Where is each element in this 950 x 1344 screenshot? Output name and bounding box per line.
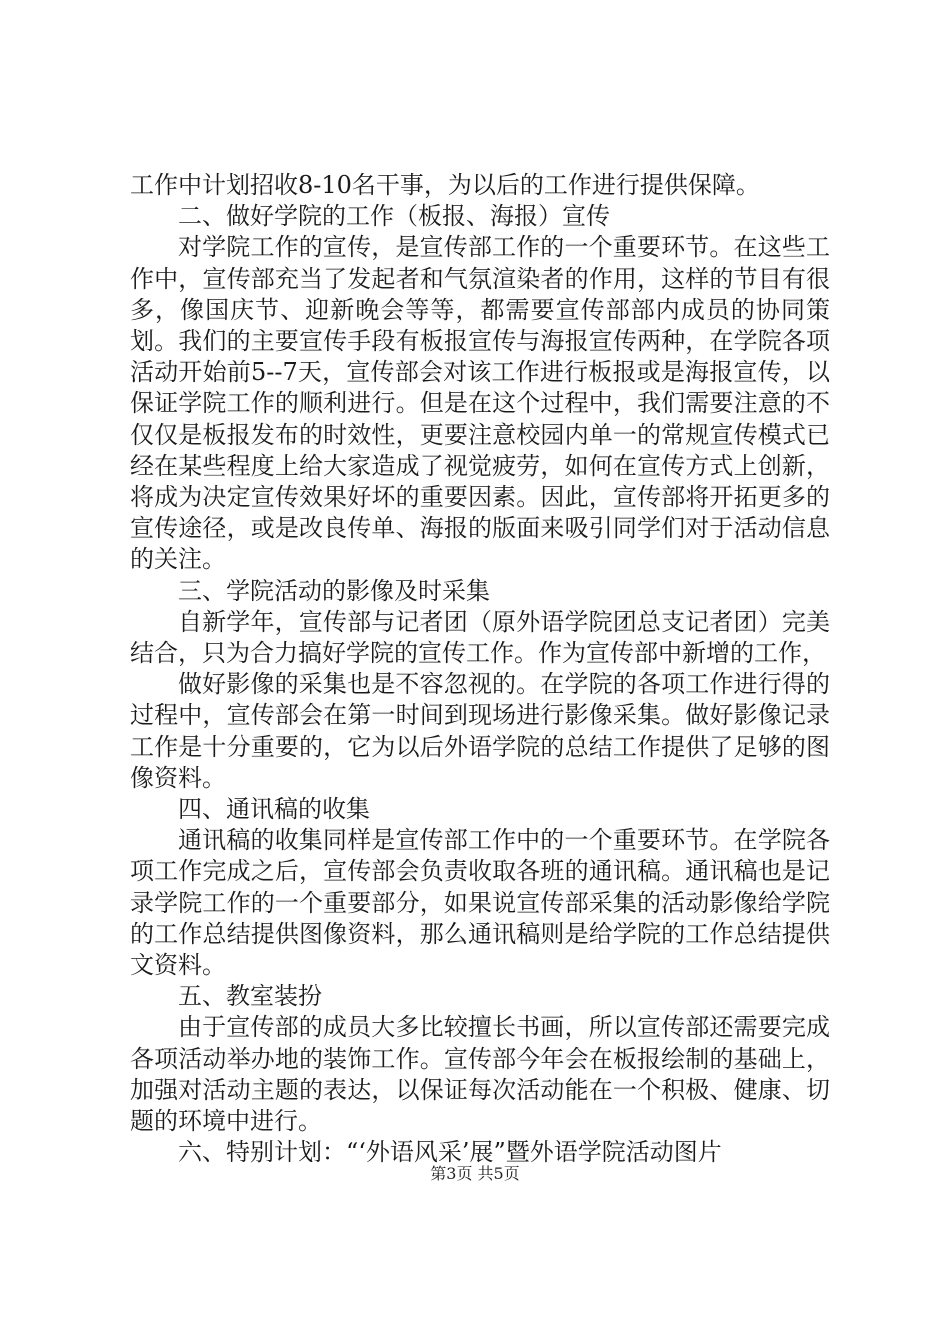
paragraph-classroom-decoration: 由于宣传部的成员大多比较擅长书画，所以宣传部还需要完成各项活动举办地的装饰工作。宣传部今年会在板报绘制的基础上，加强对活动主题的表达，以保证每次活动能在一个积极、健康、切题的环境中进行。 [130,1013,830,1136]
paragraph-news-reports: 通讯稿的收集同样是宣传部工作中的一个重要环节。在学院各项工作完成之后，宣传部会负责收取各班的通讯稿。通讯稿也是记录学院工作的一个重要部分，如果说宣传部采集的活动影像给学院的工作总结提供图像资料，那么通讯稿则是给学院的工作总结提供文资料。 [130,826,830,980]
section-heading-5: 五、教室装扮 [178,982,322,1011]
document-body [130,170,830,1169]
paragraph-publicity: 对学院工作的宣传，是宣传部工作的一个重要环节。在这些工作中，宣传部充当了发起者和气氛渲染者的作用，这样的节目有很多，像国庆节、迎新晚会等等，都需要宣传部部内成员的协同策划。我们的主要宣传手段有板报宣传与海报宣传两种，在学院各项活动开始前5--7天，宣传部会对该工作进行板报或是海报宣传，以保证学院工作的顺利进行。但是在这个过程中，我们需要注意的不仅仅是板报发布的时效性，更要注意校园内单一的常规宣传模式已经在某些程度上给大家造成了视觉疲劳，如何在宣传方式上创新，将成为决定宣传效果好坏的重要因素。因此，宣传部将开拓更多的宣传途径，或是改良传单、海报的版面来吸引同学们对于活动信息的关注。 [130,233,830,574]
section-heading-2: 二、做好学院的工作（板报、海报）宣传 [178,202,610,231]
paragraph-continuation: 工作中计划招收8-10名干事，为以后的工作进行提供保障。 [130,171,760,199]
section-heading-4: 四、通讯稿的收集 [178,795,370,824]
paragraph-press-corps: 自新学年，宣传部与记者团（原外语学院团总支记者团）完美结合，只为合力搞好学院的宣传工作。作为宣传部中新增的工作， [130,607,830,668]
section-heading-3: 三、学院活动的影像及时采集 [178,576,490,605]
section-heading-6: 六、特别计划：“‘外语风采’展”暨外语学院活动图片 [178,1138,722,1167]
page-number-footer: 第3页 共5页 [430,1164,520,1183]
paragraph-image-collection: 做好影像的采集也是不容忽视的。在学院的各项工作进行得的过程中，宣传部会在第一时间到现场进行影像采集。做好影像记录工作是十分重要的，它为以后外语学院的总结工作提供了足够的图像资料。 [130,670,830,792]
